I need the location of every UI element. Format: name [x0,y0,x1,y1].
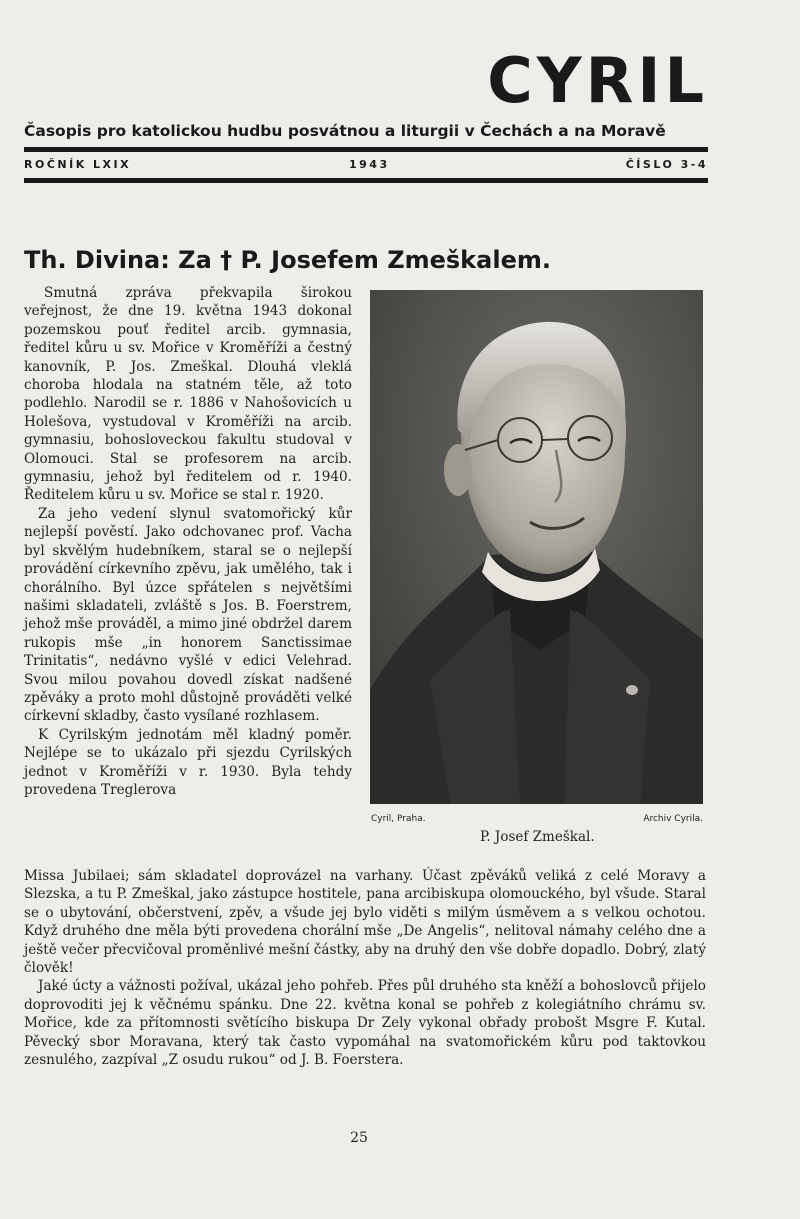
photo-caption: P. Josef Zmeškal. [480,829,595,845]
masthead-title: CYRIL [487,44,708,117]
article-paragraph: Za jeho vedení slynul svatomořický kůr nejlepší pověstí. Jako odchovanec prof. Vacha byl skvělým hudebníkem, staral se o nejlepší provádění církevního zpěvu, jak umělého, tak i chorálního. Byl úzce spřátelen s největšími našimi skladateli, zvláště s Jos. B. Foerstrem, jehož mše prováděl, a mimo jiné obdržel darem rukopis mše „in honorem Sanctissimae Trinitatis“, nedávno vyšlé v edici Velehrad. Svou milou povahou dovedl získat nadšené zpěváky a proto mohl důstojně prováděti velké církevní skladby, často vysílané rozhlasem. [24,505,352,725]
article-full-width-text [24,867,706,1069]
photo-credit-archive: Archiv Cyrila. [643,814,703,824]
portrait-image [370,290,703,804]
issue-year: 1943 [349,158,390,171]
issue-line [24,158,708,174]
portrait-photo [370,290,703,804]
article-title: Th. Divina: Za † P. Josefem Zmeškalem. [24,246,551,274]
issue-volume: ROČNÍK LXIX [24,158,132,171]
masthead-rule-bottom [24,178,708,183]
masthead-rule-top [24,147,708,152]
article-paragraph: K Cyrilským jednotám měl kladný poměr. Nejlépe se to ukázalo při sjezdu Cyrilských jednot v Kroměříži v r. 1930. Byla tehdy provedena Treglerova [24,726,352,798]
article-paragraph: Jaké úcty a vážnosti požíval, ukázal jeho pohřeb. Přes půl druhého sta kněží a bohoslovců přijelo doprovoditi jej k věčnému spánku. Dne 22. května konal se pohřeb z kolegiátního chrámu sv. Mořice, kde za přítomnosti světícího biskupa Dr Zely vykonal obřady probošt Msgre F. Kutal. Pěvecký sbor Moravana, který tak často vypomáhal na svatomořickém kůru pod taktovkou zesnulého, zazpíval „Z osudu rukou“ od J. B. Foerstera. [24,978,706,1069]
article-paragraph: Missa Jubilaei; sám skladatel doprovázel na varhany. Účast zpěváků veliká z celé Moravy a Slezska, a tu P. Zmeškal, jako zástupce hostitele, pana arcibiskupa olomouckého, byl všude. Staral se o ubytování, občerstvení, zpěv, a všude jej bylo viděti s milým úsměvem a s velkou ochotou. Když druhého dne měla býti provedena chorální mše „De Angelis“, nelitoval námahy celého dne a ještě večer přecvičoval proměnlivé mešní částky, aby na druhý den vše dobře dopadlo. Dobrý, zlatý člověk! [24,868,706,977]
page-number: 25 [350,1130,368,1146]
article-column-text [24,284,352,799]
masthead-subtitle: Časopis pro katolickou hudbu posvátnou a liturgii v Čechách a na Moravě [24,122,666,140]
photo-credit-source: Cyril, Praha. [371,814,426,824]
issue-number: ČÍSLO 3-4 [625,158,708,171]
article-paragraph: Smutná zpráva překvapila širokou veřejnost, že dne 19. května 1943 dokonal pozemskou pouť ředitel arcib. gymnasia, ředitel kůru u sv. Mořice v Kroměříži a čestný kanovník, P. Jos. Zmeškal. Dlouhá vleklá choroba hlodala na statném těle, až toto podlehlo. Narodil se r. 1886 v Nahošovicích u Holešova, vystudoval v Kroměříži na arcib. gymnasiu, bohosloveckou fakultu studoval v Olomouci. Stal se profesorem na arcib. gymnasiu, jehož byl ředitelem od r. 1940. Ředitelem kůru u sv. Mořice se stal r. 1920. [24,285,352,504]
